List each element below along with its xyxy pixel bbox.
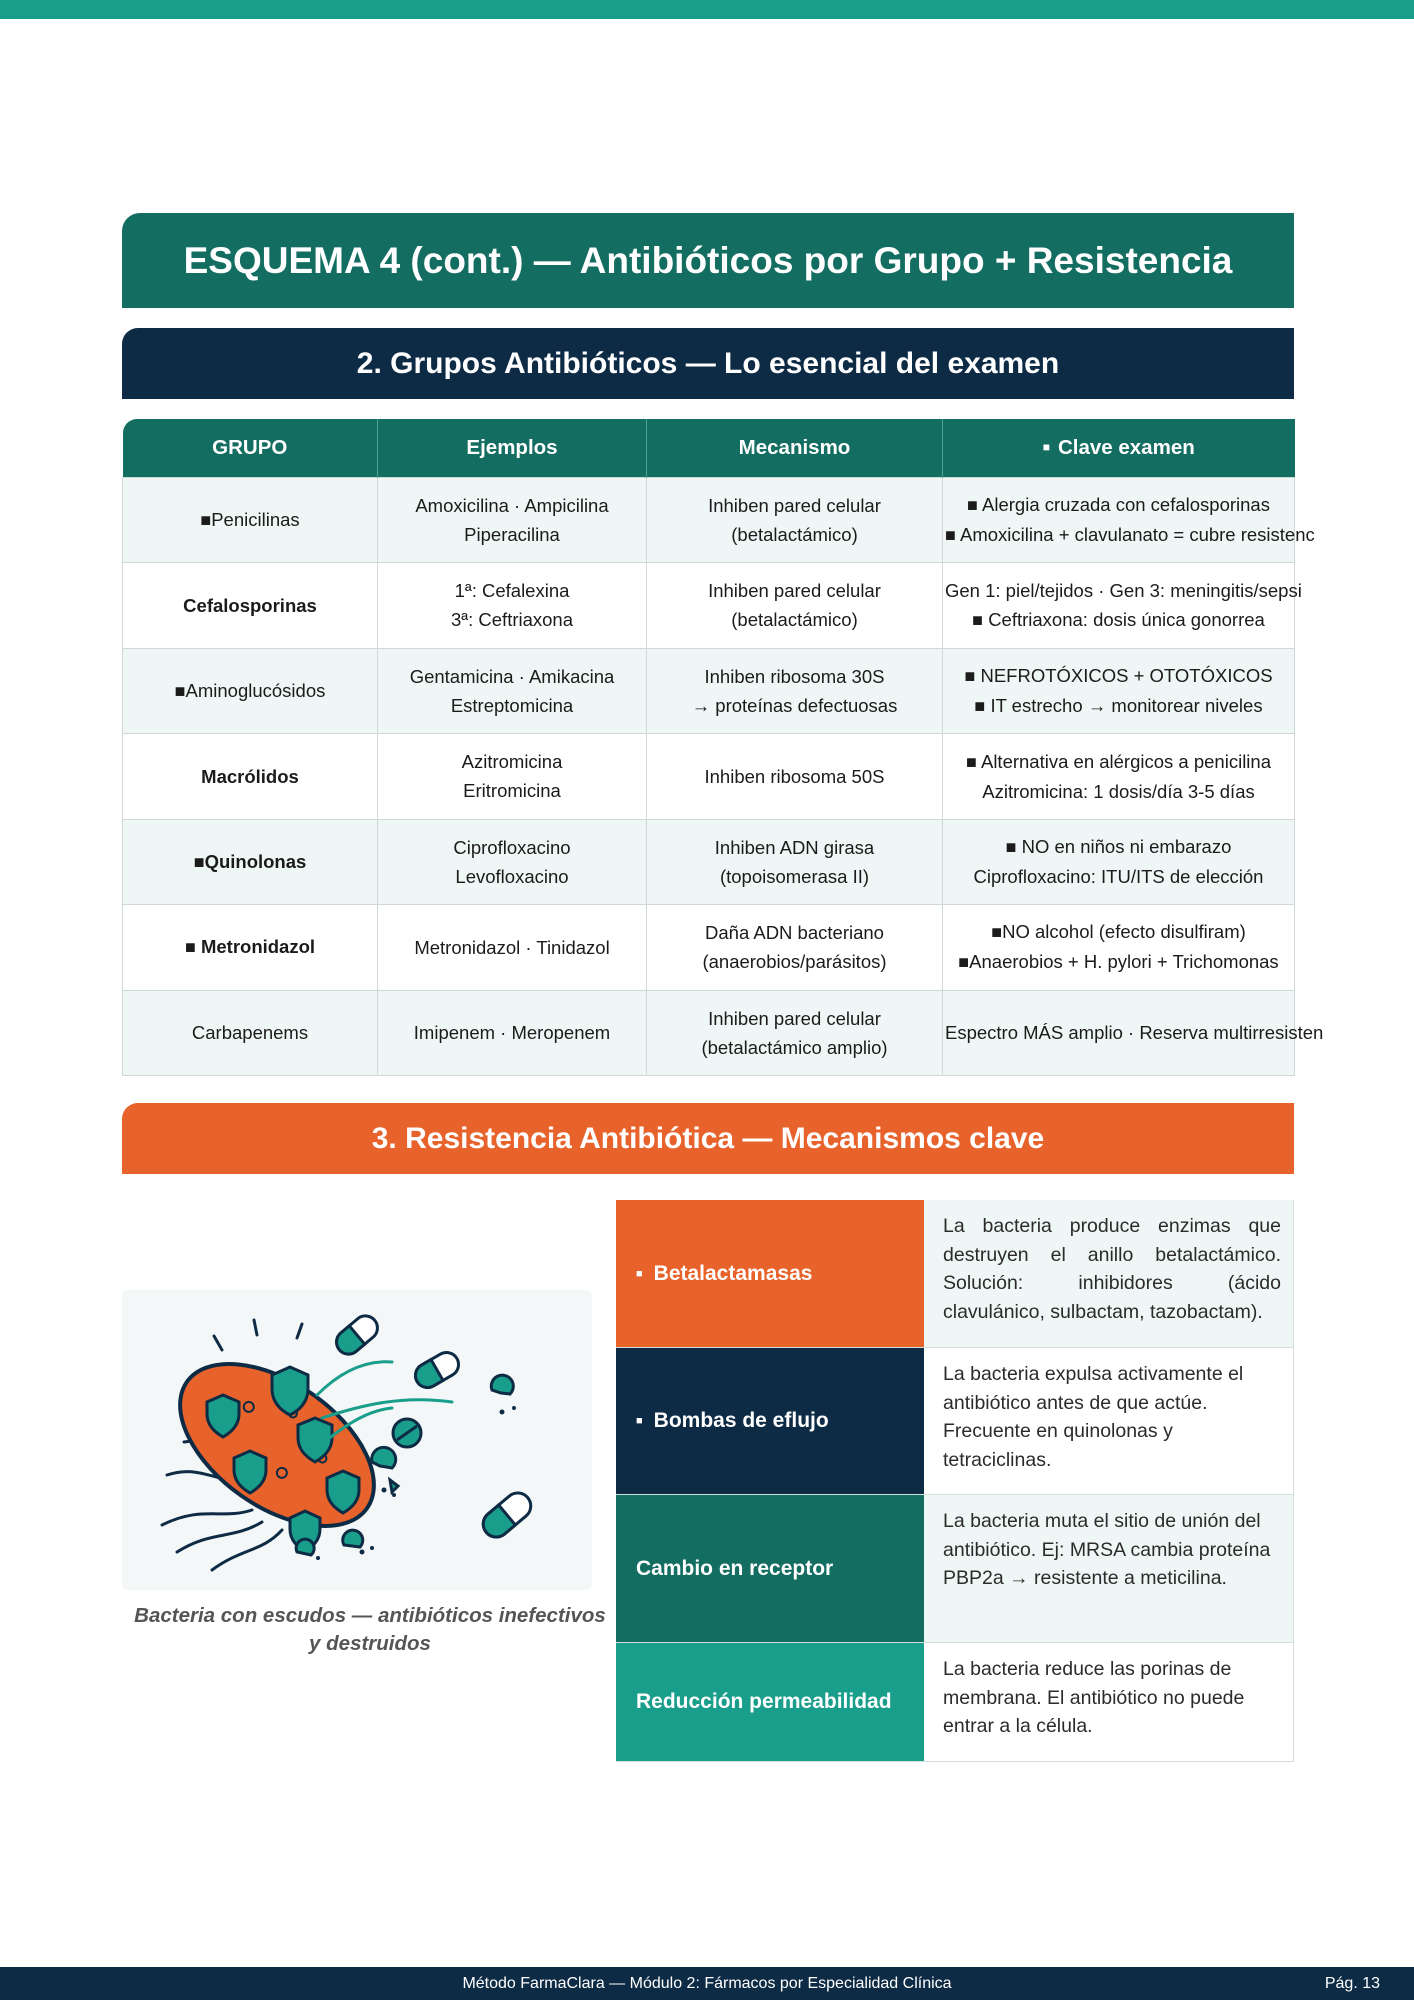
mechanism-label: Reducción permeabilidad (616, 1643, 924, 1761)
square-bullet-icon: ■ (636, 1415, 643, 1427)
mechanism-row-betalactamasas (616, 1200, 1294, 1348)
mecanismo-cell: Inhiben ribosoma 50S (647, 734, 943, 820)
mecanismo-cell: Inhiben pared celular (betalactámico) (647, 477, 943, 563)
ejemplos-cell: Imipenem · Meropenem (378, 990, 647, 1076)
mechanism-row-cambio-receptor (616, 1495, 1294, 1643)
column-header-ejemplos: Ejemplos (378, 419, 647, 477)
square-bullet-icon: ■ (184, 937, 196, 958)
antibiotic-groups-table (122, 419, 1324, 1076)
table-row (123, 905, 1295, 991)
footer-text: Método FarmaClara — Módulo 2: Fármacos por Especialidad Clínica (462, 1974, 952, 1992)
mecanismo-cell: Daña ADN bacteriano (anaerobios/parásitos) (647, 905, 943, 991)
square-bullet-icon: ■ (1042, 439, 1050, 454)
square-bullet-icon: ■ (958, 952, 970, 973)
table-row (123, 819, 1295, 905)
table-row (123, 477, 1295, 563)
illustration-caption: Bacteria con escudos — antibióticos inefectivos y destruidos (134, 1604, 606, 1655)
square-bullet-icon: ■ (200, 509, 212, 530)
grupo-cell: ■Penicilinas (123, 477, 378, 563)
square-bullet-icon: ■ (1005, 837, 1017, 858)
table-row (123, 734, 1295, 820)
grupo-cell: Macrólidos (123, 734, 378, 820)
bacteria-shield-illustration (122, 1290, 592, 1590)
section-3-title: 3. Resistencia Antibiótica — Mecanismos clave (122, 1103, 1294, 1174)
mechanism-row-reduccion-permeabilidad (616, 1643, 1294, 1762)
table-row (123, 563, 1295, 649)
clave-cell: ■ NO en niños ni embarazo Ciprofloxacino: ITU/ITS de elección (943, 819, 1295, 905)
mecanismo-cell: Inhiben pared celular (betalactámico) (647, 563, 943, 649)
clave-cell: ■ Alergia cruzada con cefalosporinas ■ Amoxicilina + clavulanato = cubre resistenc (943, 477, 1295, 563)
square-bullet-icon: ■ (174, 680, 186, 701)
ejemplos-cell: Amoxicilina · Ampicilina Piperacilina (378, 477, 647, 563)
mechanism-description: La bacteria reduce las porinas de membrana. El antibiótico no puede entrar a la célula. (924, 1643, 1294, 1761)
square-bullet-icon: ■ (972, 609, 984, 630)
mechanism-row-bombas-eflujo (616, 1348, 1294, 1495)
clave-cell: Espectro MÁS amplio · Reserva multirresisten (943, 990, 1295, 1076)
mechanism-label: ■ Betalactamasas (616, 1200, 924, 1347)
table-row (123, 648, 1295, 734)
mecanismo-cell: Inhiben pared celular (betalactámico amplio) (647, 990, 943, 1076)
mecanismo-cell: Inhiben ribosoma 30S → proteínas defectuosas (647, 648, 943, 734)
mechanism-description: La bacteria expulsa activamente el antibiótico antes de que actúe. Frecuente en quinolonas y tetraciclinas. (924, 1348, 1294, 1494)
clave-cell: ■NO alcohol (efecto disulfiram) ■Anaerobios + H. pylori + Trichomonas (943, 905, 1295, 991)
table-row (123, 990, 1295, 1076)
square-bullet-icon: ■ (636, 1267, 643, 1280)
column-header-mecanismo: Mecanismo (647, 419, 943, 477)
page-title: ESQUEMA 4 (cont.) — Antibióticos por Grupo + Resistencia (122, 213, 1294, 308)
ejemplos-cell: Azitromicina Eritromicina (378, 734, 647, 820)
top-accent-bar (0, 0, 1414, 19)
clave-cell: ■ Alternativa en alérgicos a penicilina Azitromicina: 1 dosis/día 3-5 días (943, 734, 1295, 820)
page-footer (0, 1967, 1414, 2000)
mechanism-description: La bacteria muta el sitio de unión del antibiótico. Ej: MRSA cambia proteína PBP2a → resistente a meticilina. (924, 1495, 1294, 1642)
mecanismo-cell: Inhiben ADN girasa (topoisomerasa II) (647, 819, 943, 905)
square-bullet-icon: ■ (991, 922, 1003, 943)
clave-cell: ■ NEFROTÓXICOS + OTOTÓXICOS ■ IT estrecho → monitorear niveles (943, 648, 1295, 734)
square-bullet-icon: ■ (945, 524, 956, 545)
mechanism-description: La bacteria produce enzimas que destruyen el anillo betalactámico. Solución: inhibidores (ácido clavulánico, sulbactam, tazobactam). (924, 1200, 1294, 1347)
section-2-title: 2. Grupos Antibióticos — Lo esencial del examen (122, 328, 1294, 399)
square-bullet-icon: ■ (967, 494, 978, 515)
ejemplos-cell: Gentamicina · Amikacina Estreptomicina (378, 648, 647, 734)
table-header-row (123, 419, 1295, 477)
grupo-cell: ■ Metronidazol (123, 905, 378, 991)
column-header-clave: ■ Clave examen (943, 419, 1295, 477)
square-bullet-icon: ■ (974, 695, 986, 716)
ejemplos-cell: Ciprofloxacino Levofloxacino (378, 819, 647, 905)
square-bullet-icon: ■ (964, 665, 976, 686)
grupo-cell: ■Quinolonas (123, 819, 378, 905)
square-bullet-icon: ■ (965, 751, 977, 772)
grupo-cell: Carbapenems (123, 990, 378, 1076)
mechanism-label: ■ Bombas de eflujo (616, 1348, 924, 1494)
square-bullet-icon: ■ (193, 851, 205, 872)
ejemplos-cell: 1ª: Cefalexina 3ª: Ceftriaxona (378, 563, 647, 649)
page-number: Pág. 13 (1324, 1974, 1380, 1992)
mechanism-label: Cambio en receptor (616, 1495, 924, 1642)
grupo-cell: Cefalosporinas (123, 563, 378, 649)
ejemplos-cell: Metronidazol · Tinidazol (378, 905, 647, 991)
clave-cell: Gen 1: piel/tejidos · Gen 3: meningitis/sepsi ■ Ceftriaxona: dosis única gonorrea (943, 563, 1295, 649)
column-header-grupo: GRUPO (123, 419, 378, 477)
grupo-cell: ■Aminoglucósidos (123, 648, 378, 734)
